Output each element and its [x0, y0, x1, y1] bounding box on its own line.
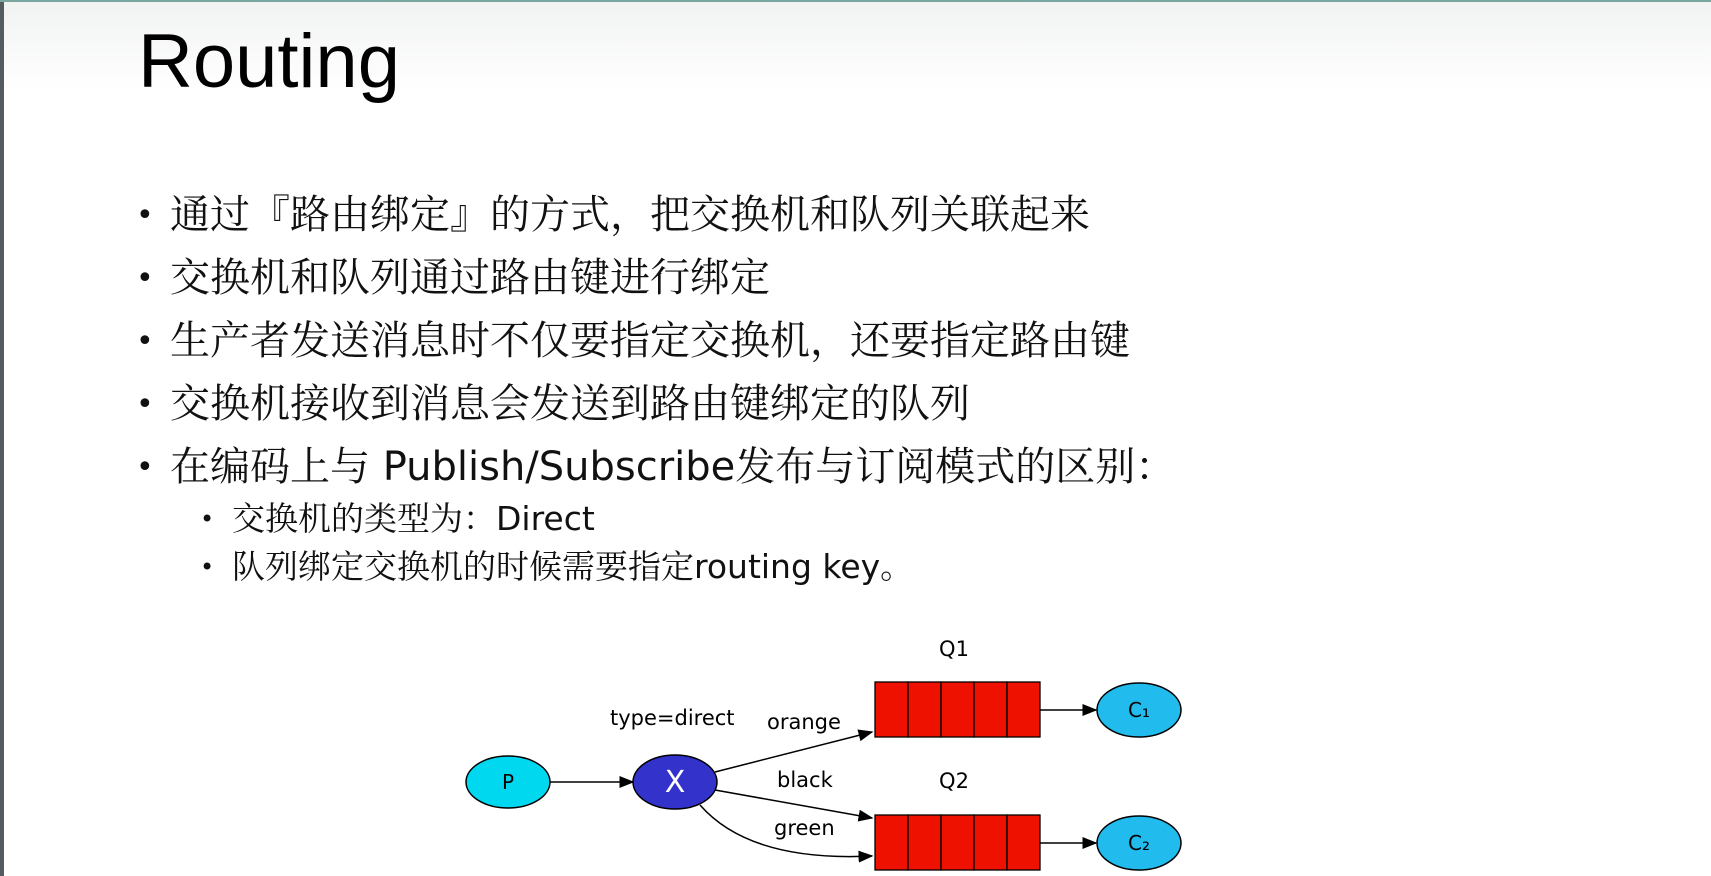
routing-diagram — [450, 622, 1200, 872]
bullet-item-text: 在编码上与 Publish/Subscribe发布与订阅模式的区别： — [170, 444, 1176, 490]
queue2-cell — [941, 815, 974, 870]
queue1-cell — [875, 682, 908, 737]
queue2-label: Q2 — [939, 769, 969, 793]
bullet-item: • 交换机和队列通过路由键进行绑定 — [136, 247, 1175, 310]
producer-label: P — [501, 770, 515, 794]
routing-key-green: green — [774, 816, 835, 840]
sub-bullet-item: • 队列绑定交换机的时候需要指定routing key。 — [198, 543, 1175, 591]
queue2-cell — [974, 815, 1007, 870]
queue2-cell — [875, 815, 908, 870]
queue1-cell — [908, 682, 941, 737]
queue1-cell — [974, 682, 1007, 737]
bullet-item — [136, 436, 1175, 591]
queue2-cell — [1007, 815, 1040, 870]
queue2 — [875, 815, 1040, 870]
exchange-label: X — [664, 765, 686, 800]
window-edge — [0, 2, 4, 876]
black-binding-edge — [715, 790, 872, 818]
bullet-item: • 交换机接收到消息会发送到路由键绑定的队列 — [136, 373, 1175, 436]
sub-bullet-item: • 交换机的类型为：Direct — [198, 495, 1175, 543]
consumer2-label: C₂ — [1128, 831, 1150, 855]
queue1-cell — [1007, 682, 1040, 737]
queue2-cell — [908, 815, 941, 870]
exchange-type-label: type=direct — [610, 706, 735, 730]
orange-binding-edge — [715, 732, 872, 772]
queue1 — [875, 682, 1040, 737]
bullet-list — [136, 184, 1175, 591]
sub-bullet-list — [170, 495, 1175, 591]
bullet-item: • 通过『路由绑定』的方式，把交换机和队列关联起来 — [136, 184, 1175, 247]
queue1-label: Q1 — [939, 637, 969, 661]
routing-key-black: black — [777, 768, 833, 792]
routing-key-orange: orange — [767, 710, 841, 734]
slide-title: Routing — [138, 19, 400, 104]
bullet-item: • 生产者发送消息时不仅要指定交换机，还要指定路由键 — [136, 310, 1175, 373]
consumer1-label: C₁ — [1128, 698, 1150, 722]
queue1-cell — [941, 682, 974, 737]
